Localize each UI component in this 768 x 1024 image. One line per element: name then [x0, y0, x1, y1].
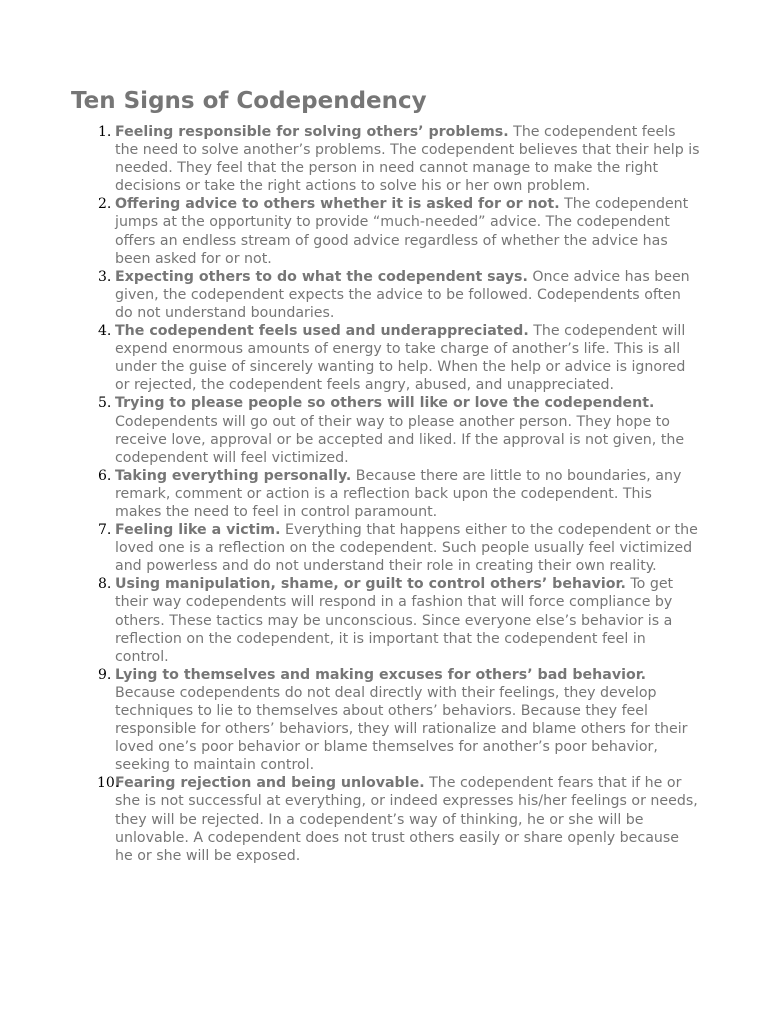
- list-item-number: 8.: [98, 576, 112, 593]
- list-item-number: 10.: [97, 775, 120, 792]
- signs-list: [0, 123, 700, 865]
- list-item: [0, 268, 700, 322]
- list-item-number: 6.: [98, 467, 112, 484]
- list-item-number: 4.: [98, 323, 112, 340]
- list-item-heading: Fearing rejection and being unlovable.: [115, 775, 425, 792]
- list-item-heading: The codependent feels used and underappreciated.: [115, 323, 529, 340]
- list-item-number: 2.: [98, 196, 112, 213]
- list-item-heading: Using manipulation, shame, or guilt to control others’ behavior.: [115, 576, 626, 593]
- list-item-number: 1.: [98, 124, 112, 140]
- list-item-number: 5.: [98, 395, 112, 412]
- list-item-heading: Offering advice to others whether it is asked for or not.: [115, 196, 560, 213]
- list-item: [0, 666, 700, 775]
- list-item-heading: Feeling like a victim.: [115, 522, 281, 539]
- list-item: [0, 467, 700, 521]
- page-title: Ten Signs of Codependency: [71, 88, 427, 114]
- list-item-body: The codependent fears that if he or she is not successful at everything, or indeed expresses his/her feelings or needs, they will be rejected. In a codependent’s way of thinking, he or she will be unlovable. A codependent does not trust others easily or share openly because he or she will be exposed.: [115, 775, 698, 864]
- list-item-number: 7.: [98, 522, 112, 539]
- list-item-body: The codependent jumps at the opportunity to provide “much-needed” advice. The codependent offers an endless stream of good advice regardless of whether the advice has been asked for or not.: [115, 196, 689, 267]
- list-item: [0, 774, 700, 864]
- list-item-body: Once advice has been given, the codependent expects the advice to be followed. Codependents often do not understand boundaries.: [115, 268, 690, 321]
- list-item-heading: Taking everything personally.: [115, 467, 352, 484]
- list-item-heading: Feeling responsible for solving others’ problems.: [115, 124, 509, 140]
- list-item: [0, 575, 700, 665]
- list-item-number: 9.: [98, 666, 112, 683]
- list-item-body: To get their way codependents will respond in a fashion that will force compliance by others. These tactics may be unconscious. Since everyone else’s behavior is a reflection on the codependent, it is important that the codependent feel in control.: [115, 576, 674, 665]
- list-item-body: The codependent will expend enormous amounts of energy to take charge of another’s life. This is all under the guise of sincerely wanting to help. When the help or advice is ignored or rejected, the codependent feels angry, abused, and unappreciated.: [115, 323, 686, 394]
- list-item-number: 3.: [98, 268, 112, 285]
- list-item: [0, 521, 700, 575]
- list-item-heading: Lying to themselves and making excuses for others’ bad behavior.: [115, 666, 647, 683]
- list-item-body: Because there are little to no boundaries, any remark, comment or action is a reflection back upon the codependent. This makes the need to feel in control paramount.: [115, 467, 682, 520]
- list-item-body: Everything that happens either to the codependent or the loved one is a reflection on the codependent. Such people usually feel victimized and powerless and do not understand their role in creating their own reality.: [115, 522, 698, 575]
- list-item: [0, 123, 700, 195]
- list-item: [0, 322, 700, 394]
- list-item-body: Codependents will go out of their way to please another person. They hope to receive love, approval or be accepted and liked. If the approval is not given, the codependent will feel victimized.: [115, 413, 685, 466]
- list-item: [0, 394, 700, 466]
- list-item-heading: Trying to please people so others will like or love the codependent.: [115, 395, 655, 412]
- list-item-body: The codependent feels the need to solve another’s problems. The codependent believes that their help is needed. They feel that the person in need cannot manage to make the right decisions or take the right actions to solve his or her own problem.: [115, 124, 700, 195]
- list-item: [0, 195, 700, 267]
- list-item-body: Because codependents do not deal directly with their feelings, they develop techniques to lie to themselves about others’ behaviors. Because they feel responsible for others’ behaviors, they will rationalize and blame others for their loved one’s poor behavior or blame themselves for another’s poor behavior, seeking to maintain control.: [115, 684, 688, 774]
- list-item-heading: Expecting others to do what the codependent says.: [115, 268, 528, 285]
